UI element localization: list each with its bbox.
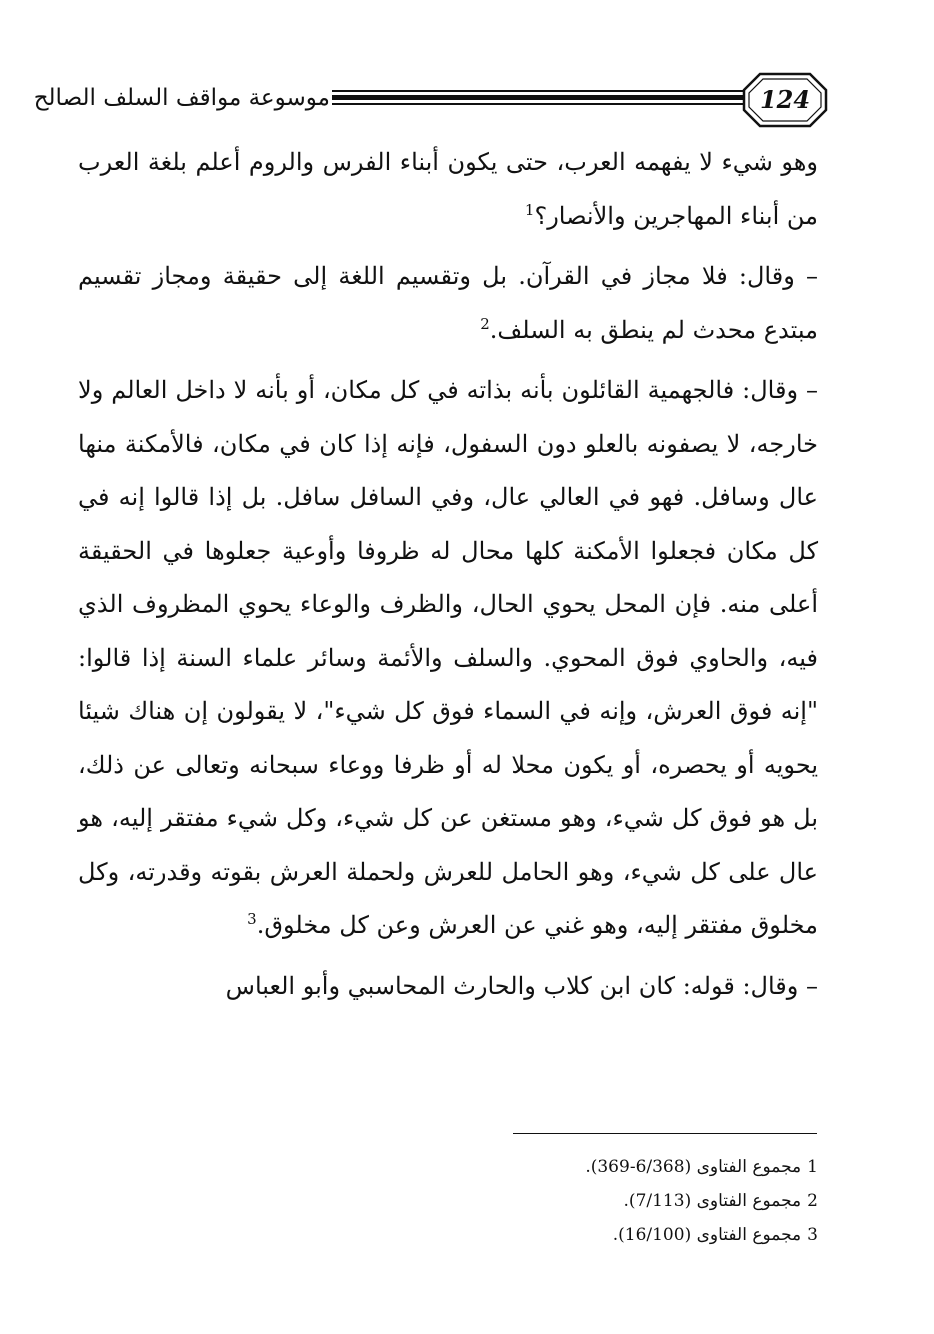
book-title: موسوعة مواقف السلف الصالح: [33, 85, 330, 111]
paragraph-2: [78, 250, 818, 357]
footnote-separator: [513, 1133, 817, 1134]
footnote-ref-2: 2: [480, 314, 490, 333]
footnotes: [400, 1150, 818, 1252]
main-text: [78, 136, 818, 1013]
paragraph-1-text: وهو شيء لا يفهمه العرب، حتى يكون أبناء الفرس والروم أعلم بلغة العرب من أبناء المهاجرين والأنصار؟: [78, 148, 818, 230]
paragraph-3-text: – وقال: فالجهمية القائلون بأنه بذاته في كل مكان، أو بأنه لا داخل العالم ولا خارجه، لا يصفونه بالعلو دون السفول، فإنه إذا كان في مكان، فالأمكنة منها عال وسافل. فهو في العالي عال، وفي السافل سافل. بل إذا قالوا إنه في كل مكان فجعلوا الأمكنة كلها محال له ظروفا وأوعية جعلوها في الحقيقة أعلى منه. فإن المحل يحوي الحال، والظرف والوعاء يحوي المظروف الذي فيه، والحاوي فوق المحوي. والسلف والأئمة وسائر علماء السنة إذا قالوا: "إنه فوق العرش، وإنه في السماء فوق كل شيء"، لا يقولون إن هناك شيئا يحويه أو يحصره، أو يكون محلا له أو ظرفا ووعاء سبحانه وتعالى عن ذلك، بل هو فوق كل شيء، وهو مستغن عن كل شيء، وكل شيء مفتقر إليه، هو عال على كل شيء، وهو الحامل للعرش ولحملة العرش بقوته وقدرته، وكل مخلوق مفتقر إليه، وهو غني عن العرش وعن كل مخلوق.: [78, 376, 819, 939]
paragraph-4: [78, 960, 818, 1014]
footnote-3: [400, 1218, 818, 1252]
page-header: [33, 72, 825, 128]
footnote-number: 1: [807, 1157, 818, 1177]
paragraph-3: [78, 364, 818, 953]
header-ornament-rule: [332, 88, 752, 110]
footnote-ref-1: 1: [524, 200, 535, 219]
paragraph-4-text: – وقال: قوله: كان ابن كلاب والحارث المحاسبي وأبو العباس: [225, 971, 818, 1000]
footnote-text: مجموع الفتاوى (7/113).: [623, 1191, 802, 1211]
page-number: 124: [759, 85, 811, 114]
paragraph-2-text: – وقال: فلا مجاز في القرآن. بل وتقسيم اللغة إلى حقيقة ومجاز تقسيم مبتدع محدث لم ينطق به السلف.: [78, 262, 818, 344]
footnote-text: مجموع الفتاوى (6/368-369).: [585, 1157, 802, 1177]
footnote-number: 2: [807, 1191, 818, 1211]
footnote-2: [400, 1184, 818, 1218]
page-number-badge: [742, 72, 828, 128]
footnote-ref-3: 3: [247, 910, 257, 928]
footnote-text: مجموع الفتاوى (16/100).: [612, 1225, 802, 1245]
footnote-1: [400, 1150, 818, 1184]
footnote-number: 3: [807, 1225, 818, 1245]
paragraph-1: [78, 136, 818, 243]
